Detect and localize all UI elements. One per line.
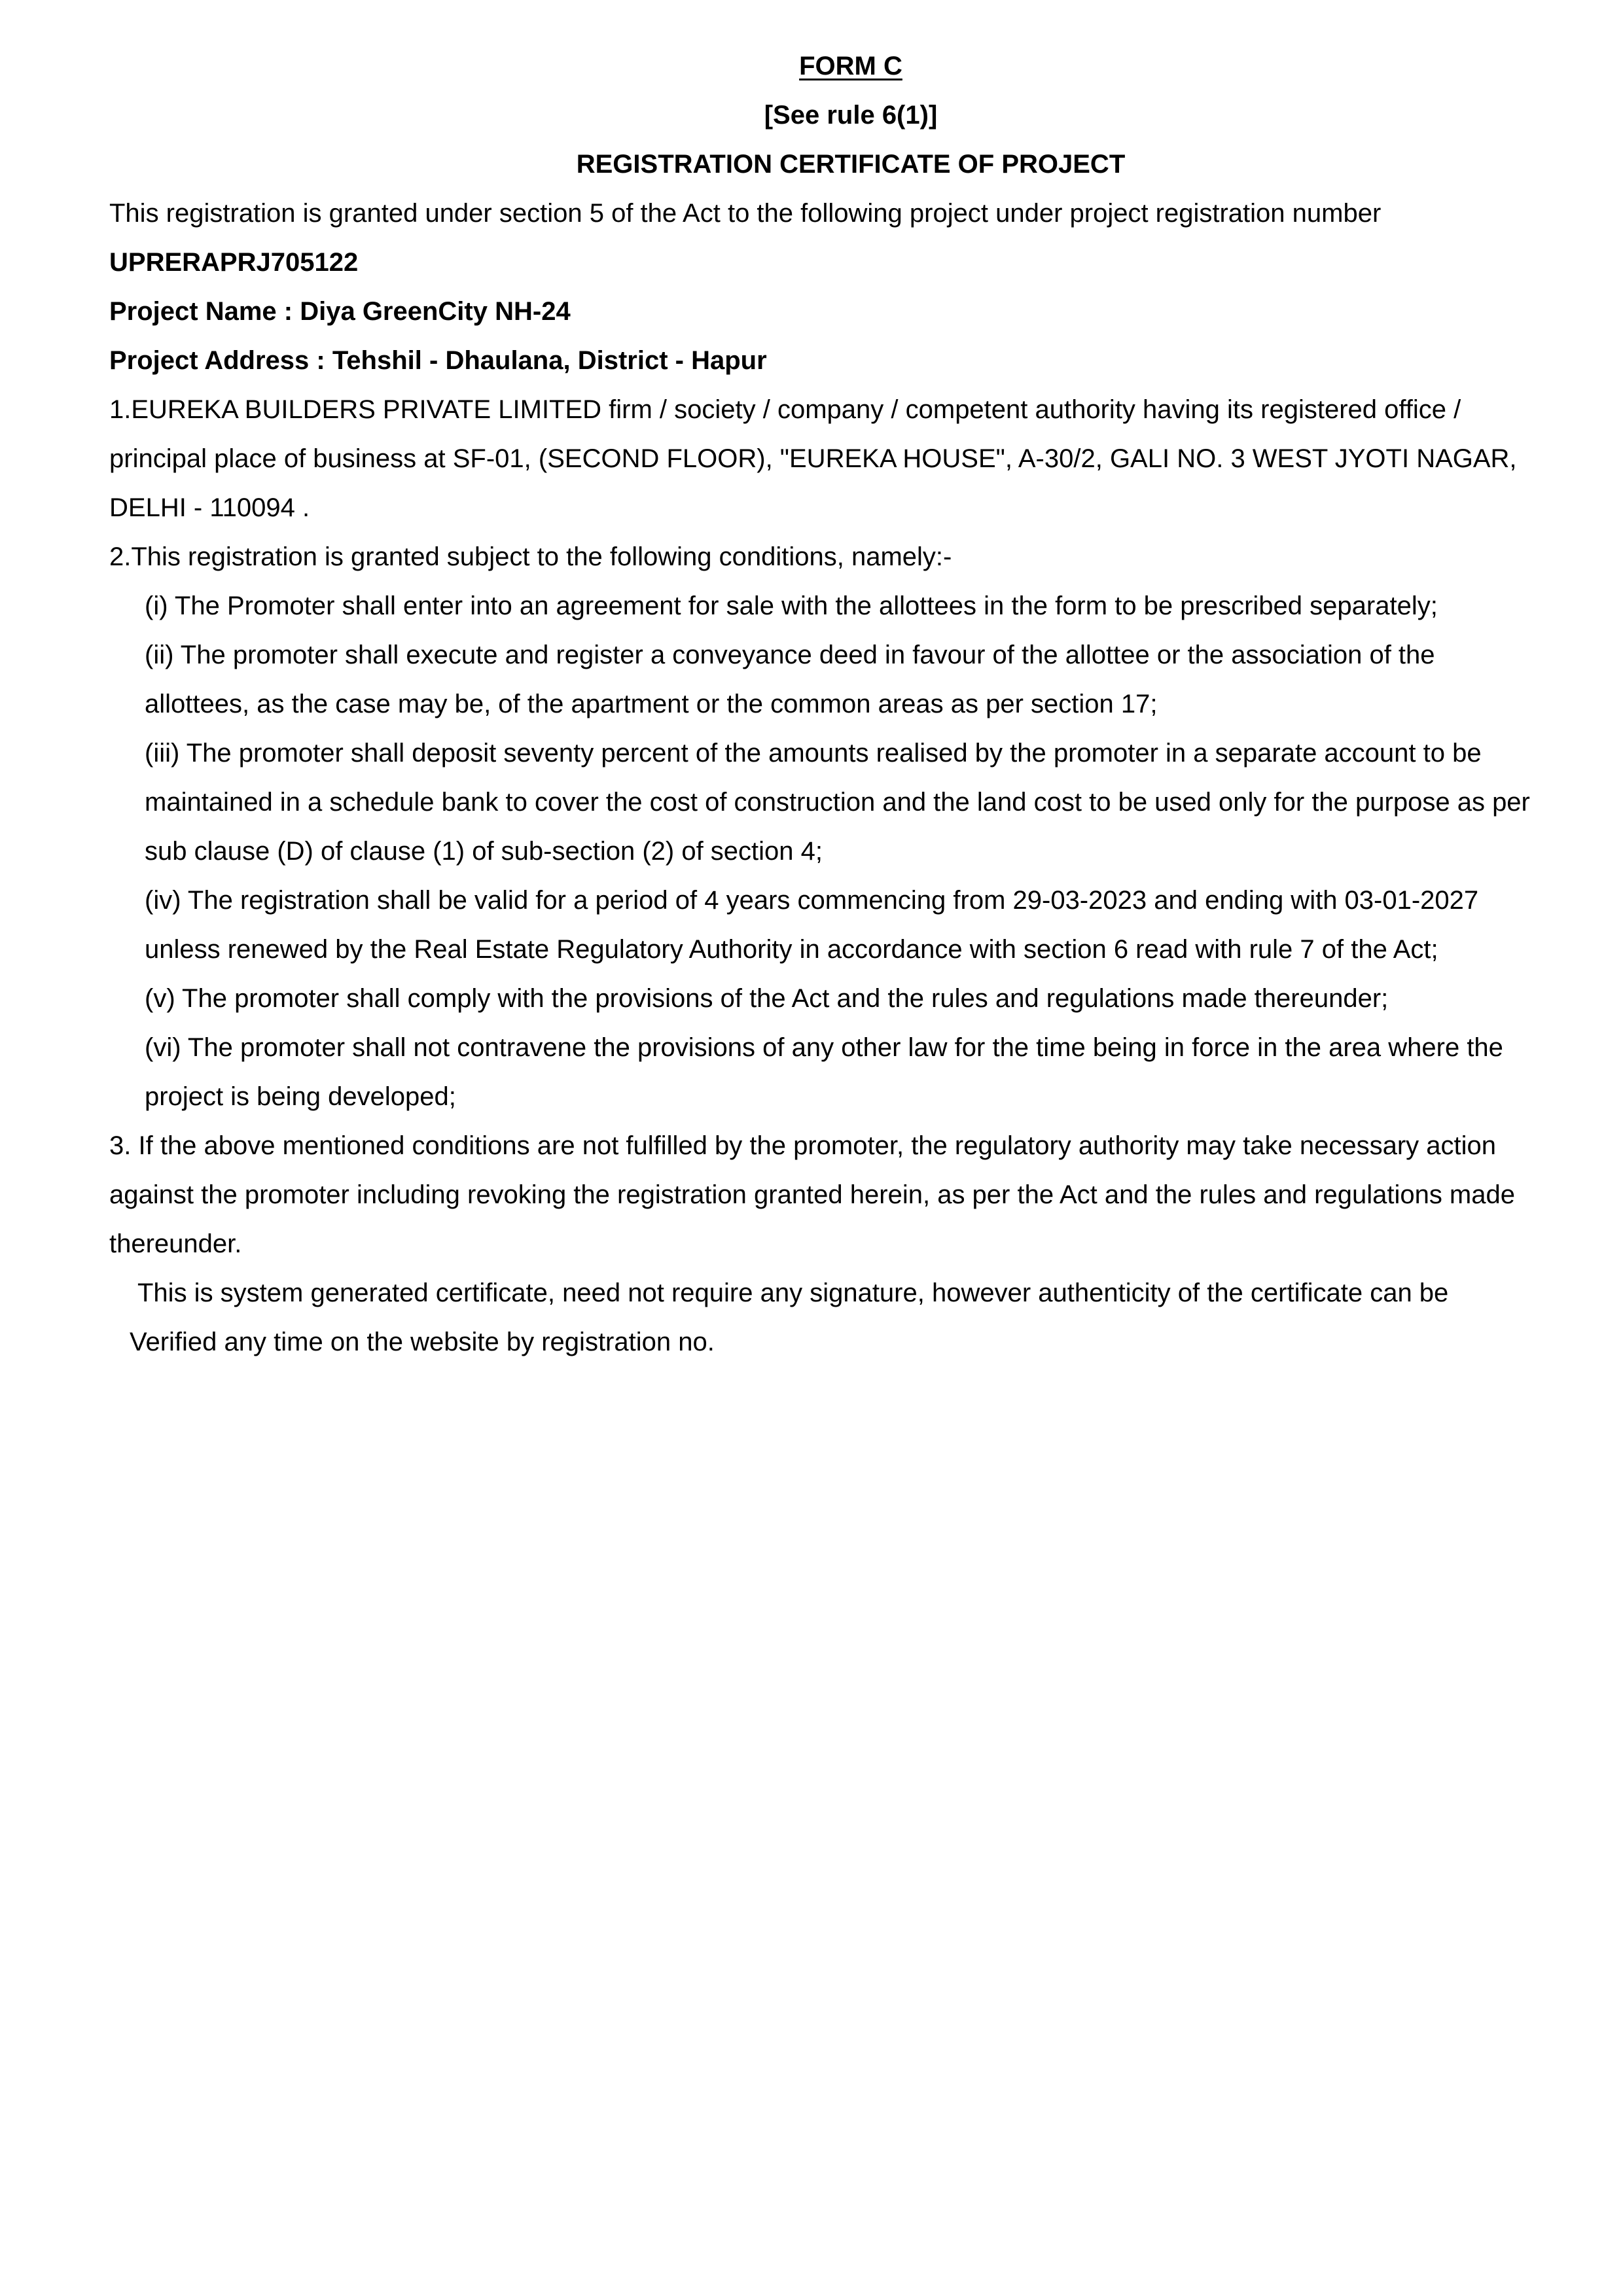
certificate-title: REGISTRATION CERTIFICATE OF PROJECT [576, 150, 1126, 179]
clause-3-line: 3. If the above mentioned conditions are not fulfilled by the promoter, the regulatory authority may take necessary action [109, 1131, 1496, 1160]
intro-text: This registration is granted under section 5 of the Act to the following project under project registration number [109, 199, 1382, 228]
condition-line: project is being developed; [145, 1082, 456, 1111]
clause-3-line: against the promoter including revoking the registration granted herein, as per the Act and the rules and regulations made [109, 1180, 1515, 1209]
condition-line: (vi) The promoter shall not contravene the provisions of any other law for the time being in force in the area where the [145, 1033, 1503, 1062]
project-name: Project Name : Diya GreenCity NH-24 [109, 297, 571, 326]
footer-note-line: Verified any time on the website by registration no. [130, 1328, 715, 1356]
condition-line: allottees, as the case may be, of the apartment or the common areas as per section 17; [145, 690, 1158, 718]
footer-note-line: This is system generated certificate, need not require any signature, however authenticity of the certificate can be [137, 1279, 1449, 1307]
condition-line: (iv) The registration shall be valid for a period of 4 years commencing from 29-03-2023 and ending with 03-01-2027 [145, 886, 1479, 915]
form-title: FORM C [799, 52, 902, 80]
condition-line: sub clause (D) of clause (1) of sub-section (2) of section 4; [145, 837, 823, 866]
condition-line: (iii) The promoter shall deposit seventy percent of the amounts realised by the promoter in a separate account to be [145, 739, 1482, 768]
condition-line: (ii) The promoter shall execute and register a conveyance deed in favour of the allottee or the association of the [145, 641, 1435, 669]
condition-line: (v) The promoter shall comply with the provisions of the Act and the rules and regulations made thereunder; [145, 984, 1389, 1013]
clause-1-line: 1.EUREKA BUILDERS PRIVATE LIMITED firm / society / company / competent authority having its registered office / [109, 395, 1461, 424]
clause-2-heading: 2.This registration is granted subject to the following conditions, namely:- [109, 542, 952, 571]
clause-1-line: principal place of business at SF-01, (SECOND FLOOR), "EUREKA HOUSE", A-30/2, GALI NO. 3 WEST JYOTI NAGAR, [109, 444, 1517, 473]
condition-line: (i) The Promoter shall enter into an agreement for sale with the allottees in the form to be prescribed separately; [145, 592, 1438, 620]
clause-3-line: thereunder. [109, 1229, 242, 1258]
rule-reference: [See rule 6(1)] [764, 101, 938, 130]
project-address: Project Address : Tehshil - Dhaulana, District - Hapur [109, 346, 767, 375]
clause-1-line: DELHI - 110094 . [109, 493, 310, 522]
condition-line: maintained in a schedule bank to cover the cost of construction and the land cost to be used only for the purpose as per [145, 788, 1530, 817]
condition-line: unless renewed by the Real Estate Regulatory Authority in accordance with section 6 read with rule 7 of the Act; [145, 935, 1438, 964]
registration-number: UPRERAPRJ705122 [109, 248, 359, 277]
